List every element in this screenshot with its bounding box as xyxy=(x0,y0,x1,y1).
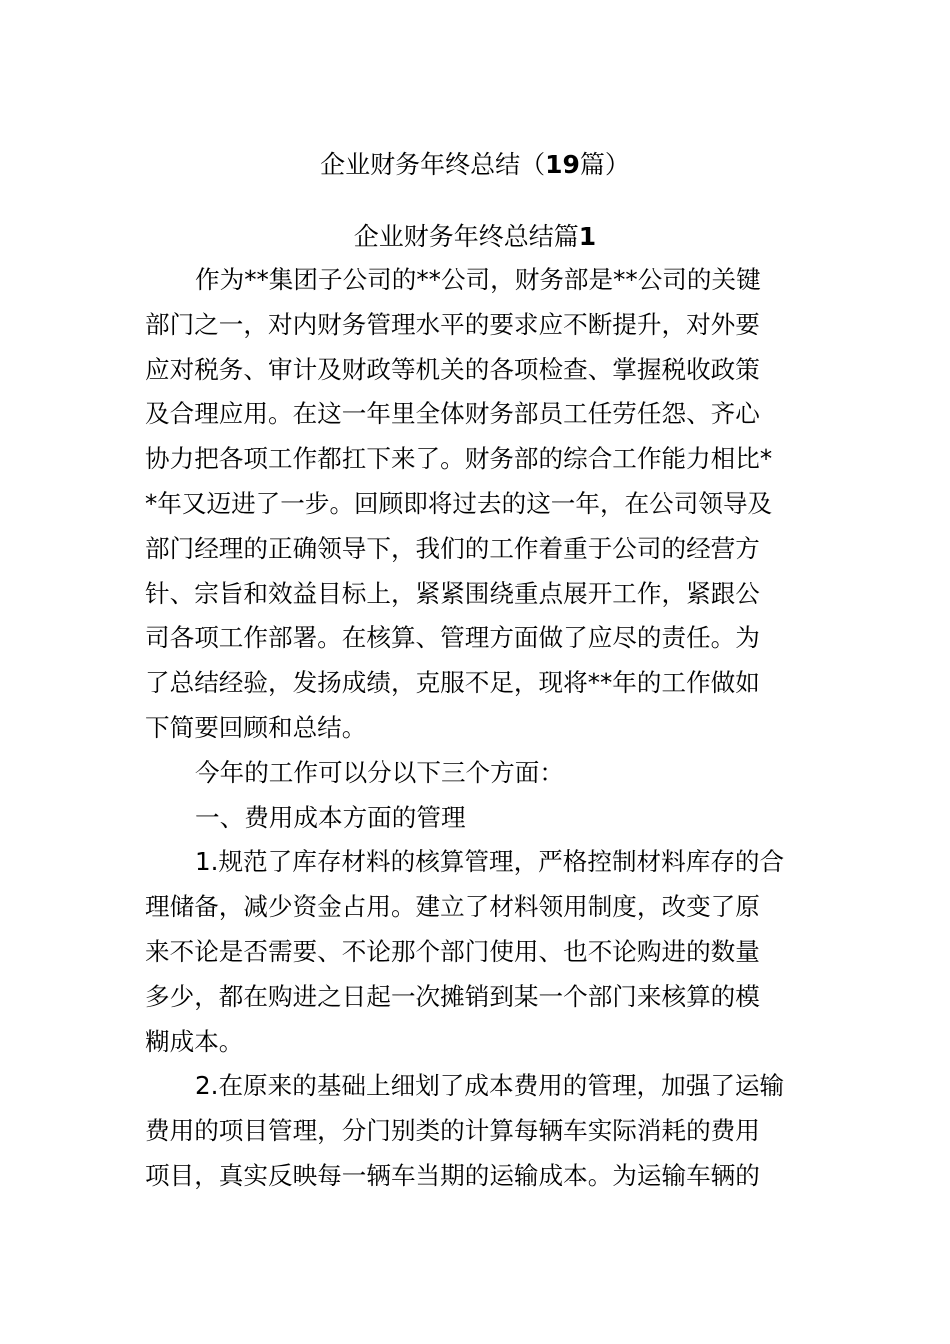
text-line: 项目，真实反映每一辆车当期的运输成本。为运输车辆的 xyxy=(145,1160,760,1190)
document-title-suffix: 篇） xyxy=(579,150,630,179)
document-title-text: 企业财务年终总结（ xyxy=(320,150,546,179)
text-line: 今年的工作可以分以下三个方面： xyxy=(195,757,564,787)
document-title xyxy=(0,150,950,180)
text-line: 针、宗旨和效益目标上，紧紧围绕重点展开工作，紧跟公 xyxy=(145,578,760,608)
text-line: 糊成本。 xyxy=(145,1026,244,1056)
text-line: 部门经理的正确领导下，我们的工作着重于公司的经营方 xyxy=(145,533,760,563)
text-line: 1.规范了库存材料的核算管理，严格控制材料库存的合 xyxy=(195,847,785,877)
document-title-number: 19 xyxy=(545,150,580,179)
section-title-number: 1 xyxy=(578,222,597,251)
text-line: 应对税务、审计及财政等机关的各项检查、掌握税收政策 xyxy=(145,354,760,384)
text-line: 司各项工作部署。在核算、管理方面做了应尽的责任。为 xyxy=(145,623,760,653)
text-line: 费用的项目管理，分门别类的计算每辆车实际消耗的费用 xyxy=(145,1116,760,1146)
text-line: 理储备，减少资金占用。建立了材料领用制度，改变了原 xyxy=(145,892,760,922)
text-line: 下简要回顾和总结。 xyxy=(145,712,367,742)
text-line: 一、费用成本方面的管理 xyxy=(195,802,466,832)
text-line: *年又迈进了一步。回顾即将过去的这一年，在公司领导及 xyxy=(145,488,773,518)
body-text xyxy=(145,258,815,1199)
text-line: 及合理应用。在这一年里全体财务部员工任劳任怨、齐心 xyxy=(145,399,760,429)
text-line: 2.在原来的基础上细划了成本费用的管理，加强了运输 xyxy=(195,1071,785,1101)
text-line: 作为**集团子公司的**公司，财务部是**公司的关键 xyxy=(195,265,761,294)
section-title xyxy=(0,222,950,252)
text-line: 了总结经验，发扬成绩，克服不足，现将**年的工作做如 xyxy=(145,668,760,698)
text-line: 多少，都在购进之日起一次摊销到某一个部门来核算的模 xyxy=(145,981,760,1011)
text-line: 协力把各项工作都扛下来了。财务部的综合工作能力相比* xyxy=(145,444,773,474)
section-title-text: 企业财务年终总结篇 xyxy=(353,222,579,251)
text-line: 来不论是否需要、不论那个部门使用、也不论购进的数量 xyxy=(145,936,760,966)
text-line: 部门之一，对内财务管理水平的要求应不断提升，对外要 xyxy=(145,309,760,339)
